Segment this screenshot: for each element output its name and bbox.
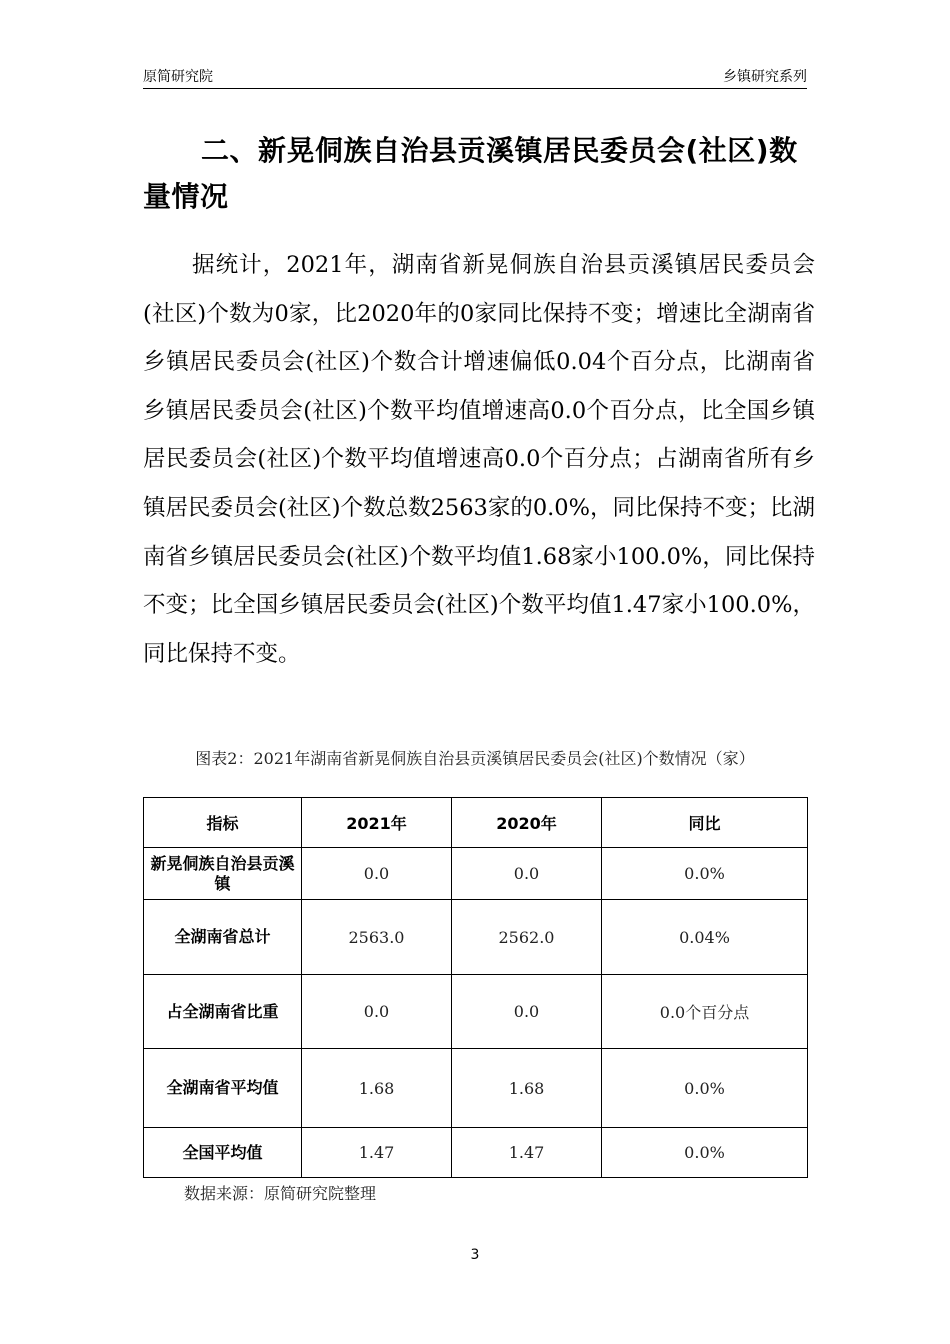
section-paragraph: 据统计，2021年，湖南省新晃侗族自治县贡溪镇居民委员会(社区)个数为0家，比2020年的0家同比保持不变；增速比全湖南省乡镇居民委员会(社区)个数合计增速偏低0.04个百分点，比湖南省乡镇居民委员会(社区)个数平均值增速高0.0个百分点，比全国乡镇居民委员会(社区)个数平均值增速高0.0个百分点；占湖南省所有乡镇居民委员会(社区)个数总数2563家的0.0%，同比保持不变；比湖南省乡镇居民委员会(社区)个数平均值1.68家小100.0%，同比保持不变；比全国乡镇居民委员会(社区)个数平均值1.47家小100.0%，同比保持不变。 [143, 252, 815, 667]
column-header-2021: 2021年 [302, 798, 452, 848]
cell-2020: 2562.0 [452, 900, 602, 975]
cell-2021: 2563.0 [302, 900, 452, 975]
table-row [144, 900, 808, 975]
cell-2020: 0.0 [452, 848, 602, 900]
row-label: 全湖南省平均值 [144, 1049, 302, 1128]
table-row [144, 975, 808, 1049]
cell-2020: 1.68 [452, 1049, 602, 1128]
table-row [144, 1049, 808, 1128]
data-source-note: 数据来源：原简研究院整理 [184, 1184, 377, 1203]
header-publisher: 原简研究院 [143, 69, 213, 85]
cell-2020: 0.0 [452, 975, 602, 1049]
row-label: 全国平均值 [144, 1128, 302, 1178]
cell-2021: 1.47 [302, 1128, 452, 1178]
row-label: 占全湖南省比重 [144, 975, 302, 1049]
section-heading: 二、新晃侗族自治县贡溪镇居民委员会(社区)数量情况 [143, 134, 798, 213]
column-header-indicator: 指标 [144, 798, 302, 848]
column-header-yoy: 同比 [602, 798, 808, 848]
cell-yoy: 0.0% [602, 848, 808, 900]
data-table [143, 797, 808, 1178]
cell-2021: 0.0 [302, 848, 452, 900]
page-number: 3 [470, 1247, 480, 1263]
table-row [144, 848, 808, 900]
cell-yoy: 0.04% [602, 900, 808, 975]
cell-yoy: 0.0% [602, 1128, 808, 1178]
cell-2021: 0.0 [302, 975, 452, 1049]
row-label: 全湖南省总计 [144, 900, 302, 975]
cell-2020: 1.47 [452, 1128, 602, 1178]
row-label: 新晃侗族自治县贡溪镇 [144, 848, 302, 900]
cell-yoy: 0.0个百分点 [602, 975, 808, 1049]
cell-2021: 1.68 [302, 1049, 452, 1128]
table-row [144, 1128, 808, 1178]
table-header-row [144, 798, 808, 848]
page-header [143, 66, 807, 89]
header-series: 乡镇研究系列 [723, 69, 807, 85]
column-header-2020: 2020年 [452, 798, 602, 848]
cell-yoy: 0.0% [602, 1049, 808, 1128]
table-caption: 图表2：2021年湖南省新晃侗族自治县贡溪镇居民委员会(社区)个数情况（家） [195, 749, 755, 768]
